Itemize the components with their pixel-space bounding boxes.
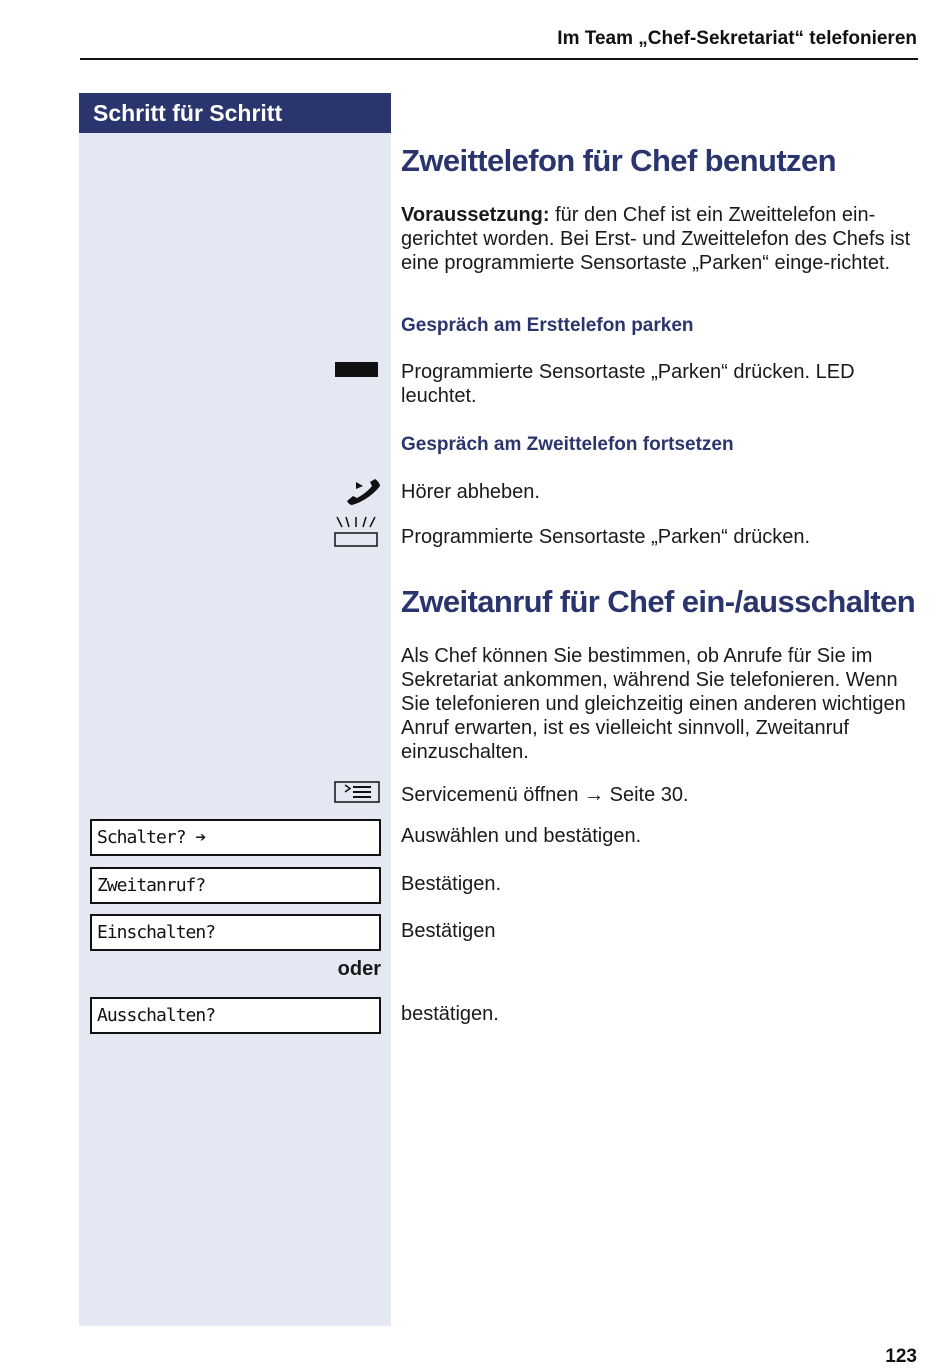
- step-confirm2-text: Bestätigen: [401, 920, 496, 942]
- handset-lift-icon: [343, 478, 381, 506]
- sidebar-title: Schritt für Schritt: [79, 93, 391, 133]
- oder-label: oder: [337, 958, 381, 980]
- display-ausschalten[interactable]: Ausschalten?: [90, 997, 381, 1034]
- section-title-zweitanruf: Zweitanruf für Chef ein-/ausschalten: [401, 584, 916, 619]
- step-select-text: Auswählen und bestätigen.: [401, 825, 642, 847]
- step-lift-text: Hörer abheben.: [401, 481, 540, 503]
- sensor-key-flashing-icon: [333, 514, 379, 548]
- page-number: 123: [885, 1346, 917, 1367]
- led-key-lit-icon: [335, 362, 378, 377]
- display-zweitanruf[interactable]: Zweitanruf?: [90, 867, 381, 904]
- prerequisite-text: für den Chef ist ein Zweittelefon ein-gerichtet worden. Bei Erst- und Zweittelefon des Chefs ist eine programmierte Sensortaste „Parken“ einge-richtet.: [401, 204, 911, 274]
- service-menu-icon: [334, 781, 380, 803]
- intro-paragraph: Als Chef können Sie bestimmen, ob Anrufe für Sie im Sekretariat ankommen, während Sie telefonieren. Wenn Sie telefonieren und gleichzeitig einen anderen wichtigen Anruf erwarten, ist es vielleicht sinnvoll, Zweitanruf einzuschalten.: [401, 645, 906, 763]
- prerequisite-label: Voraussetzung:: [401, 204, 550, 226]
- prerequisite-paragraph: [401, 203, 916, 275]
- subsection-title-park: Gespräch am Ersttelefon parken: [401, 315, 694, 336]
- running-header: Im Team „Chef-Sekretariat“ telefonieren: [557, 28, 917, 49]
- step-press-text: Programmierte Sensortaste „Parken“ drücken.: [401, 526, 811, 548]
- step-park-text: Programmierte Sensortaste „Parken“ drücken. LED leuchtet.: [401, 361, 855, 407]
- display-schalter[interactable]: Schalter? ➔: [90, 819, 381, 856]
- step-confirm1-text: Bestätigen.: [401, 873, 502, 895]
- section-title-zweittelefon: Zweittelefon für Chef benutzen: [401, 143, 836, 178]
- step-confirm3-text: bestätigen.: [401, 1003, 499, 1025]
- header-divider: [80, 58, 918, 60]
- subsection-title-continue: Gespräch am Zweittelefon fortsetzen: [401, 434, 734, 455]
- step-menu-text: Servicemenü öffnen → Seite 30.: [401, 784, 689, 806]
- step-sidebar: [79, 93, 391, 1326]
- display-einschalten[interactable]: Einschalten?: [90, 914, 381, 951]
